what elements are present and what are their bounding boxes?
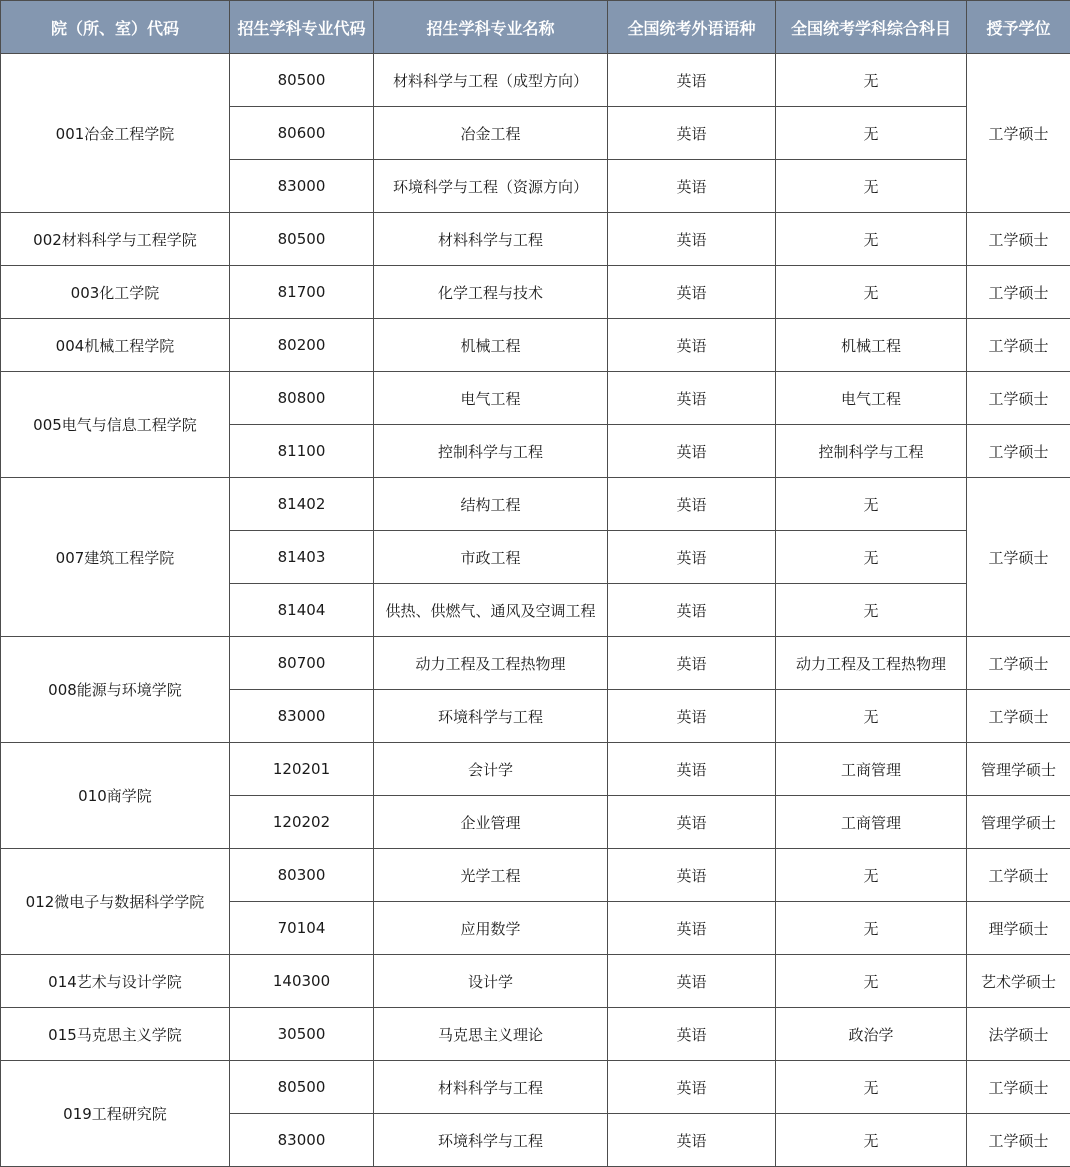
major-name-cell: 会计学 (374, 743, 608, 796)
table-row (1, 849, 1070, 902)
foreign-language-cell: 英语 (608, 160, 776, 213)
table-body (1, 54, 1070, 1167)
subject-exam-cell: 无 (776, 54, 967, 107)
major-code-cell: 70104 (230, 902, 374, 955)
table-row (1, 319, 1070, 372)
major-name-cell: 环境科学与工程（资源方向） (374, 160, 608, 213)
major-name-cell: 冶金工程 (374, 107, 608, 160)
major-code-cell: 81402 (230, 478, 374, 531)
table-row (1, 637, 1070, 690)
major-code-cell: 80500 (230, 54, 374, 107)
header-major-code: 招生学科专业代码 (230, 1, 374, 54)
major-code-cell: 81403 (230, 531, 374, 584)
foreign-language-cell: 英语 (608, 584, 776, 637)
foreign-language-cell: 英语 (608, 107, 776, 160)
foreign-language-cell: 英语 (608, 425, 776, 478)
major-name-cell: 光学工程 (374, 849, 608, 902)
major-name-cell: 材料科学与工程 (374, 213, 608, 266)
major-name-cell: 化学工程与技术 (374, 266, 608, 319)
foreign-language-cell: 英语 (608, 54, 776, 107)
degree-cell: 工学硕士 (967, 266, 1070, 319)
subject-exam-cell: 无 (776, 849, 967, 902)
table-row (1, 54, 1070, 107)
major-code-cell: 80800 (230, 372, 374, 425)
subject-exam-cell: 无 (776, 902, 967, 955)
major-name-cell: 材料科学与工程（成型方向） (374, 54, 608, 107)
subject-exam-cell: 政治学 (776, 1008, 967, 1061)
table-row (1, 1061, 1070, 1114)
foreign-language-cell: 英语 (608, 955, 776, 1008)
major-name-cell: 材料科学与工程 (374, 1061, 608, 1114)
major-code-cell: 80600 (230, 107, 374, 160)
subject-exam-cell: 机械工程 (776, 319, 967, 372)
degree-cell: 工学硕士 (967, 690, 1070, 743)
major-code-cell: 80300 (230, 849, 374, 902)
degree-cell: 工学硕士 (967, 319, 1070, 372)
institute-cell: 003化工学院 (1, 266, 230, 319)
foreign-language-cell: 英语 (608, 319, 776, 372)
table-row (1, 372, 1070, 425)
institute-cell: 002材料科学与工程学院 (1, 213, 230, 266)
subject-exam-cell: 无 (776, 478, 967, 531)
subject-exam-cell: 无 (776, 690, 967, 743)
subject-exam-cell: 工商管理 (776, 743, 967, 796)
major-code-cell: 81404 (230, 584, 374, 637)
subject-exam-cell: 无 (776, 531, 967, 584)
subject-exam-cell: 无 (776, 584, 967, 637)
subject-exam-cell: 无 (776, 1114, 967, 1167)
major-name-cell: 马克思主义理论 (374, 1008, 608, 1061)
institute-cell: 015马克思主义学院 (1, 1008, 230, 1061)
foreign-language-cell: 英语 (608, 796, 776, 849)
foreign-language-cell: 英语 (608, 266, 776, 319)
degree-cell: 工学硕士 (967, 54, 1070, 213)
major-code-cell: 30500 (230, 1008, 374, 1061)
major-code-cell: 80500 (230, 213, 374, 266)
major-name-cell: 环境科学与工程 (374, 690, 608, 743)
major-name-cell: 机械工程 (374, 319, 608, 372)
subject-exam-cell: 无 (776, 107, 967, 160)
header-row (1, 1, 1070, 54)
major-name-cell: 企业管理 (374, 796, 608, 849)
degree-cell: 工学硕士 (967, 372, 1070, 425)
institute-cell: 019工程研究院 (1, 1061, 230, 1167)
degree-cell: 管理学硕士 (967, 743, 1070, 796)
degree-cell: 工学硕士 (967, 1114, 1070, 1167)
header-subject-exam: 全国统考学科综合科目 (776, 1, 967, 54)
institute-cell: 010商学院 (1, 743, 230, 849)
foreign-language-cell: 英语 (608, 849, 776, 902)
major-name-cell: 设计学 (374, 955, 608, 1008)
header-major-name: 招生学科专业名称 (374, 1, 608, 54)
major-code-cell: 80500 (230, 1061, 374, 1114)
major-code-cell: 80700 (230, 637, 374, 690)
subject-exam-cell: 无 (776, 160, 967, 213)
degree-cell: 工学硕士 (967, 849, 1070, 902)
table-row (1, 955, 1070, 1008)
major-code-cell: 83000 (230, 690, 374, 743)
subject-exam-cell: 工商管理 (776, 796, 967, 849)
subject-exam-cell: 无 (776, 955, 967, 1008)
major-name-cell: 应用数学 (374, 902, 608, 955)
subject-exam-cell: 无 (776, 1061, 967, 1114)
header-institute-code: 院（所、室）代码 (1, 1, 230, 54)
major-code-cell: 120201 (230, 743, 374, 796)
major-name-cell: 市政工程 (374, 531, 608, 584)
subject-exam-cell: 电气工程 (776, 372, 967, 425)
institute-cell: 014艺术与设计学院 (1, 955, 230, 1008)
degree-cell: 管理学硕士 (967, 796, 1070, 849)
institute-cell: 012微电子与数据科学学院 (1, 849, 230, 955)
table-row (1, 1008, 1070, 1061)
subject-exam-cell: 无 (776, 266, 967, 319)
foreign-language-cell: 英语 (608, 1008, 776, 1061)
major-name-cell: 动力工程及工程热物理 (374, 637, 608, 690)
major-name-cell: 控制科学与工程 (374, 425, 608, 478)
major-code-cell: 83000 (230, 1114, 374, 1167)
subject-exam-cell: 控制科学与工程 (776, 425, 967, 478)
institute-cell: 001冶金工程学院 (1, 54, 230, 213)
foreign-language-cell: 英语 (608, 1061, 776, 1114)
foreign-language-cell: 英语 (608, 637, 776, 690)
degree-cell: 工学硕士 (967, 213, 1070, 266)
degree-cell: 工学硕士 (967, 1061, 1070, 1114)
institute-cell: 004机械工程学院 (1, 319, 230, 372)
major-name-cell: 环境科学与工程 (374, 1114, 608, 1167)
degree-cell: 工学硕士 (967, 637, 1070, 690)
header-foreign-language: 全国统考外语语种 (608, 1, 776, 54)
major-code-cell: 81100 (230, 425, 374, 478)
table-row (1, 743, 1070, 796)
foreign-language-cell: 英语 (608, 213, 776, 266)
degree-cell: 法学硕士 (967, 1008, 1070, 1061)
institute-cell: 005电气与信息工程学院 (1, 372, 230, 478)
foreign-language-cell: 英语 (608, 690, 776, 743)
table-row (1, 266, 1070, 319)
foreign-language-cell: 英语 (608, 1114, 776, 1167)
degree-cell: 理学硕士 (967, 902, 1070, 955)
subject-exam-cell: 动力工程及工程热物理 (776, 637, 967, 690)
institute-cell: 008能源与环境学院 (1, 637, 230, 743)
foreign-language-cell: 英语 (608, 743, 776, 796)
table-row (1, 478, 1070, 531)
major-name-cell: 供热、供燃气、通风及空调工程 (374, 584, 608, 637)
major-code-cell: 140300 (230, 955, 374, 1008)
degree-cell: 工学硕士 (967, 478, 1070, 637)
header-degree: 授予学位 (967, 1, 1070, 54)
degree-cell: 工学硕士 (967, 425, 1070, 478)
major-code-cell: 81700 (230, 266, 374, 319)
table-row (1, 213, 1070, 266)
foreign-language-cell: 英语 (608, 531, 776, 584)
institute-cell: 007建筑工程学院 (1, 478, 230, 637)
major-code-cell: 120202 (230, 796, 374, 849)
major-name-cell: 电气工程 (374, 372, 608, 425)
subject-exam-cell: 无 (776, 213, 967, 266)
degree-cell: 艺术学硕士 (967, 955, 1070, 1008)
foreign-language-cell: 英语 (608, 902, 776, 955)
major-code-cell: 83000 (230, 160, 374, 213)
major-code-cell: 80200 (230, 319, 374, 372)
foreign-language-cell: 英语 (608, 478, 776, 531)
major-name-cell: 结构工程 (374, 478, 608, 531)
foreign-language-cell: 英语 (608, 372, 776, 425)
